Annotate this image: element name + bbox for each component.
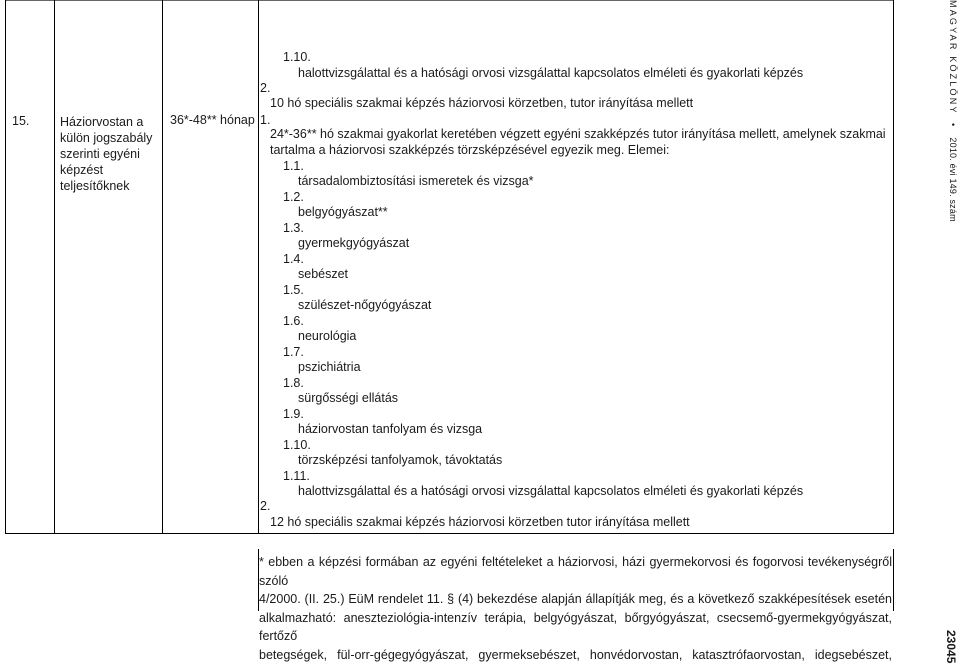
- content-line: szülészet-nőgyógyászat: [298, 298, 432, 312]
- content-line: társadalombiztosítási ismeretek és vizsga*: [298, 174, 534, 188]
- content-line: gyermekgyógyászat: [298, 236, 410, 250]
- footnote-line: 4/2000. (II. 25.) EüM rendelet 11. § (4) bekezdése alapján állapítják meg, és a következő szakképesítések esetén: [259, 592, 892, 606]
- content-line: 24*-36** hó szakmai gyakorlat keretében végzett egyéni szakképzés tutor irányítása mellett, amelynek szakmai: [270, 127, 886, 141]
- journal-title: MAGYAR KÖZLÖNY: [948, 0, 958, 115]
- content-line: háziorvostan tanfolyam és vizsga: [298, 422, 483, 436]
- column-divider-2: [162, 0, 163, 534]
- header-bullet: •: [948, 123, 958, 129]
- content-line: belgyógyászat**: [298, 205, 388, 219]
- column-divider-1: [54, 0, 55, 534]
- row-label: [60, 114, 160, 194]
- content-line: neurológia: [298, 329, 357, 343]
- table-right-border: [893, 0, 894, 534]
- content-line: 1.11.: [283, 469, 310, 483]
- content-line: halottvizsgálattal és a hatósági orvosi vizsgálattal kapcsolatos elméleti és gyakorlati képzés: [298, 484, 804, 498]
- content-line: 2.: [260, 499, 271, 513]
- content-line: 1.6.: [283, 314, 304, 328]
- content-line: 1.3.: [283, 221, 304, 235]
- content-line: 1.8.: [283, 376, 304, 390]
- row-duration: 36*-48** hónap: [170, 113, 255, 127]
- footnote-line: * ebben a képzési formában az egyéni feltételeket a háziorvosi, házi gyermekorvosi és fogorvosi tevékenységről szóló: [259, 555, 892, 588]
- table-left-border: [5, 0, 6, 534]
- content-line: halottvizsgálattal és a hatósági orvosi vizsgálattal kapcsolatos elméleti és gyakorlati képzés: [298, 66, 804, 80]
- footnote: [259, 553, 892, 664]
- content-line: 1.9.: [283, 407, 304, 421]
- footnote-line: alkalmazható: aneszteziológia-intenzív terápia, belgyógyászat, bőrgyógyászat, csecsemő-gyermekgyógyászat, fertőző: [259, 610, 892, 643]
- content-line: sebészet: [298, 267, 349, 281]
- content-line: 1.10.: [283, 50, 311, 64]
- page-number: 23045: [944, 630, 958, 664]
- content-line: 1.5.: [283, 283, 304, 297]
- footnote-line: betegségek, fül-orr-gégegyógyászat, gyermeksebészet, honvédorvostan, katasztrófaorvostan, idegsebészet,: [259, 647, 892, 662]
- content-line: 1.2.: [283, 190, 304, 204]
- table-bottom-border: [5, 533, 894, 534]
- row-label-line: Háziorvostan a: [60, 115, 144, 129]
- row-number: 15.: [12, 114, 30, 128]
- content-line: 1.7.: [283, 345, 304, 359]
- content-line: 2.: [260, 81, 271, 95]
- row-label-line: képzést: [60, 163, 104, 177]
- content-line: 12 hó speciális szakmai képzés háziorvosi körzetben tutor irányítása mellett: [270, 515, 690, 529]
- content-line: 1.10.: [283, 438, 311, 452]
- issue-number: 2010. évi 149. szám: [948, 137, 958, 222]
- content-line: 1.4.: [283, 252, 304, 266]
- row-label-line: szerinti egyéni: [60, 147, 140, 161]
- table-top-border: [5, 0, 893, 1]
- content-line: sürgősségi ellátás: [298, 391, 399, 405]
- row-label-line: teljesítőknek: [60, 179, 130, 193]
- content-line: 1.1.: [283, 159, 304, 173]
- content-line: 10 hó speciális szakmai képzés háziorvosi körzetben, tutor irányítása mellett: [270, 96, 694, 110]
- column-divider-3: [258, 0, 259, 534]
- content-line: 1.: [260, 113, 271, 127]
- running-header: [946, 0, 958, 222]
- row-label-line: külön jogszabály: [60, 131, 153, 145]
- content-line: pszichiátria: [298, 360, 361, 374]
- footnote-right-border: [893, 549, 894, 611]
- content-line: tartalma a háziorvosi szakképzés törzsképzésével egyezik meg. Elemei:: [270, 143, 670, 157]
- content-line: törzsképzési tanfolyamok, távoktatás: [298, 453, 503, 467]
